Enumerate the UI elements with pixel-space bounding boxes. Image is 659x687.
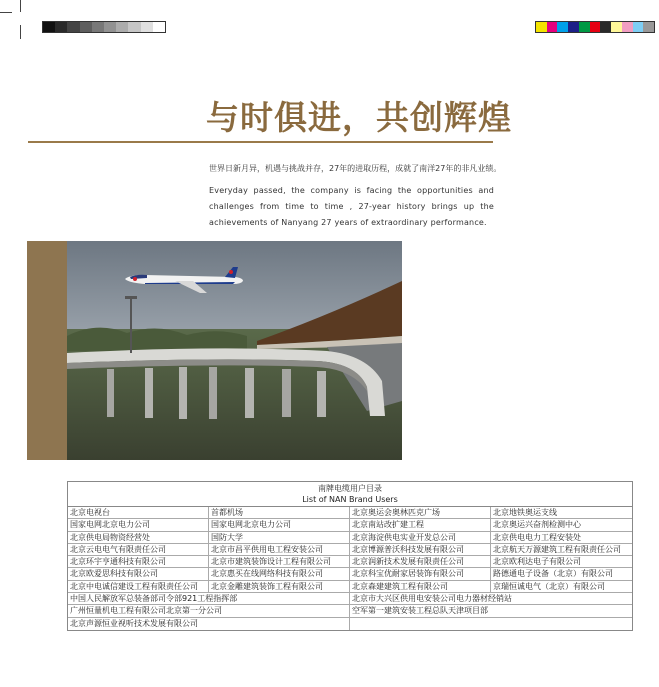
crop-mark bbox=[20, 25, 21, 39]
color-swatch bbox=[568, 22, 579, 32]
color-swatch bbox=[633, 22, 644, 32]
crop-mark bbox=[20, 0, 21, 12]
table-cell: 北京航天万源建筑工程有限责任公司 bbox=[493, 544, 621, 554]
table-cell: 北京博源普沃科技发展有限公司 bbox=[350, 544, 491, 555]
table-row bbox=[68, 507, 632, 519]
intro-english: Everyday passed, the company is facing the opportunities and challenges from time to time , 27-year history brings up the achievements of Nanyang 27 years of extraordinary performance. bbox=[209, 186, 494, 227]
color-swatch bbox=[536, 22, 547, 32]
table-cell: 北京金雕建筑装饰工程有限公司 bbox=[209, 581, 350, 592]
gray-swatch bbox=[43, 22, 55, 32]
table-cell: 北京南站改扩建工程 bbox=[350, 519, 491, 530]
page-title: 与时俱进，共创辉煌 bbox=[206, 98, 512, 137]
gray-swatch bbox=[92, 22, 104, 32]
table-cell: 北京森建建筑工程有限公司 bbox=[350, 581, 491, 592]
table-row bbox=[68, 593, 632, 605]
photo-caption-cn: 南牌电缆用户：北京首都机场 bbox=[62, 666, 160, 675]
gray-swatch bbox=[116, 22, 128, 32]
grayscale-calibration-bar bbox=[42, 21, 166, 33]
table-cell: 北京中电诚信建设工程有限责任公司 bbox=[68, 581, 209, 592]
color-swatch bbox=[643, 22, 654, 32]
user-list-table bbox=[67, 481, 633, 631]
table-cell: 中国人民解放军总装备部司令部921工程指挥部 bbox=[68, 593, 350, 604]
table-cell: 北京奥运兴奋剂检测中心 bbox=[493, 520, 581, 530]
gray-swatch bbox=[80, 22, 92, 32]
table-cell: 北京欧利达电子有限公司 bbox=[493, 557, 581, 567]
table-cell: 北京电视台 bbox=[68, 507, 209, 518]
table-cell: 广州恒量机电工程有限公司北京第一分公司 bbox=[68, 605, 350, 616]
table-cell: 北京地铁奥运支线 bbox=[493, 508, 557, 517]
table-row bbox=[68, 532, 632, 544]
photo-caption bbox=[62, 665, 230, 687]
table-row bbox=[68, 605, 632, 617]
table-cell: 北京环宇亨通科技有限公司 bbox=[68, 556, 209, 567]
table-cell: 北京欧爱思科技有限公司 bbox=[68, 568, 209, 579]
gray-swatch bbox=[55, 22, 67, 32]
gray-swatch bbox=[67, 22, 79, 32]
table-cell: 路德通电子设备（北京）有限公司 bbox=[493, 569, 613, 579]
title-divider bbox=[28, 141, 493, 143]
table-cell: 国防大学 bbox=[209, 532, 350, 543]
table-cell: 京瑞恒诚电气（北京）有限公司 bbox=[493, 581, 605, 591]
color-swatch bbox=[579, 22, 590, 32]
table-cell: 空军第一建筑安装工程总队天津项目部 bbox=[352, 606, 488, 616]
table-cell: 北京海淀供电实业开发总公司 bbox=[350, 532, 491, 543]
table-cell: 北京供电局物资经营处 bbox=[68, 532, 209, 543]
table-cell: 北京声源恒业视听技术发展有限公司 bbox=[68, 618, 350, 630]
table-cell bbox=[350, 618, 632, 630]
gray-swatch bbox=[128, 22, 140, 32]
table-body bbox=[68, 507, 632, 630]
table-cell: 北京市大兴区供用电安装公司电力器材经销站 bbox=[352, 594, 512, 604]
table-cell: 国家电网北京电力公司 bbox=[209, 519, 350, 530]
color-swatch bbox=[547, 22, 558, 32]
table-cell: 北京供电电力工程安装处 bbox=[493, 532, 581, 542]
table-cell: 北京云电电气有限责任公司 bbox=[68, 544, 209, 555]
color-swatch bbox=[622, 22, 633, 32]
color-swatch bbox=[557, 22, 568, 32]
table-header bbox=[68, 482, 632, 507]
gray-swatch bbox=[153, 22, 165, 32]
table-cell: 国家电网北京电力公司 bbox=[68, 519, 209, 530]
table-row bbox=[68, 568, 632, 580]
table-row bbox=[68, 581, 632, 593]
gray-swatch bbox=[141, 22, 153, 32]
table-row bbox=[68, 556, 632, 568]
airport-photo-image bbox=[67, 241, 402, 460]
table-row bbox=[68, 544, 632, 556]
color-swatch bbox=[600, 22, 611, 32]
table-cell: 北京市建筑装饰设计工程有限公司 bbox=[209, 556, 350, 567]
table-cell: 北京市昌平供用电工程安装公司 bbox=[209, 544, 350, 555]
table-title-en: List of NAN Brand Users bbox=[302, 495, 398, 504]
table-row bbox=[68, 618, 632, 630]
color-calibration-bar bbox=[535, 21, 655, 33]
gray-swatch bbox=[104, 22, 116, 32]
table-cell: 北京惠买在线网络科技有限公司 bbox=[209, 568, 350, 579]
intro-chinese: 世界日新月异，机遇与挑战并存，27年的进取历程，成就了南洋27年的非凡业绩。 bbox=[209, 164, 502, 173]
table-cell: 北京奥运会奥林匹克广场 bbox=[350, 507, 491, 518]
color-swatch bbox=[590, 22, 601, 32]
table-cell: 北京润新技术发展有限责任公司 bbox=[350, 556, 491, 567]
crop-mark bbox=[0, 12, 12, 13]
photo-caption-en: NAN Brand User: Beijing Capital Airport bbox=[62, 677, 230, 686]
table-cell: 北京科宝优耐家居装饰有限公司 bbox=[350, 568, 491, 579]
table-row bbox=[68, 519, 632, 531]
color-swatch bbox=[611, 22, 622, 32]
table-title-cn: 南牌电缆用户目录 bbox=[318, 484, 382, 493]
table-cell: 首都机场 bbox=[209, 507, 350, 518]
